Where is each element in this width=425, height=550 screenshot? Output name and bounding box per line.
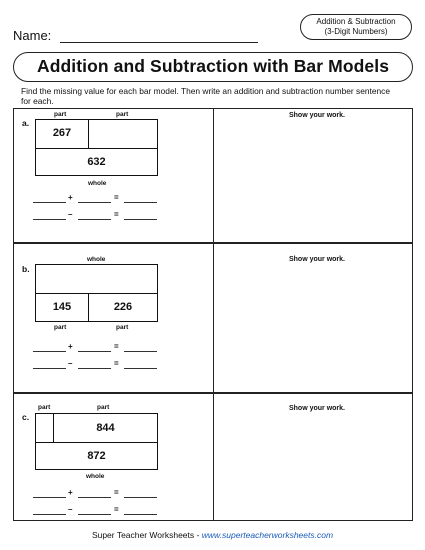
answer-blank[interactable] — [124, 351, 157, 352]
bar-part2[interactable] — [88, 119, 158, 149]
equals-sign: = — [114, 488, 119, 497]
minus-sign: – — [68, 359, 73, 368]
answer-blank[interactable] — [124, 202, 157, 203]
whole-label: whole — [86, 473, 105, 480]
part-label: part — [54, 111, 67, 118]
problem-a-letter: a. — [22, 118, 30, 128]
part-label: part — [97, 404, 110, 411]
column-divider — [213, 108, 214, 521]
bar-part1: 145 — [35, 293, 89, 322]
equals-sign: = — [114, 193, 119, 202]
equals-sign: = — [114, 359, 119, 368]
name-line[interactable] — [60, 42, 258, 43]
problem-b-letter: b. — [22, 264, 30, 274]
footer-text: Super Teacher Worksheets - — [91, 530, 202, 540]
part-label: part — [116, 324, 129, 331]
topic-tag-line1: Addition & Subtraction — [316, 17, 396, 26]
answer-blank[interactable] — [78, 202, 111, 203]
answer-blank[interactable] — [33, 219, 66, 220]
plus-sign: + — [68, 488, 73, 497]
answer-blank[interactable] — [124, 368, 157, 369]
topic-tag-line2: (3-Digit Numbers) — [324, 27, 388, 36]
answer-blank[interactable] — [78, 351, 111, 352]
whole-label: whole — [88, 180, 107, 187]
instructions: Find the missing value for each bar model. Then write an addition and subtraction number sentence for each. — [21, 86, 391, 106]
equals-sign: = — [114, 505, 119, 514]
part-label: part — [116, 111, 129, 118]
answer-blank[interactable] — [33, 202, 66, 203]
bar-part1[interactable] — [35, 413, 54, 443]
bar-whole[interactable] — [35, 264, 158, 294]
bar-whole: 632 — [35, 148, 158, 176]
footer-link[interactable]: www.superteacherworksheets.com — [201, 530, 334, 540]
answer-blank[interactable] — [78, 219, 111, 220]
answer-blank[interactable] — [78, 497, 111, 498]
show-work-b: Show your work. — [288, 256, 345, 263]
problem-c-letter: c. — [22, 412, 30, 422]
bar-part2: 226 — [88, 293, 158, 322]
minus-sign: – — [68, 210, 73, 219]
part-label: part — [54, 324, 67, 331]
equals-sign: = — [114, 210, 119, 219]
equals-sign: = — [114, 342, 119, 351]
topic-tag — [300, 14, 412, 40]
name-label: Name: — [13, 28, 52, 43]
bar-part1: 267 — [35, 119, 89, 149]
worksheet-title: Addition and Subtraction with Bar Models — [13, 52, 413, 82]
plus-sign: + — [68, 342, 73, 351]
answer-blank[interactable] — [124, 497, 157, 498]
show-work-a: Show your work. — [288, 112, 345, 119]
answer-blank[interactable] — [124, 219, 157, 220]
bar-part2: 844 — [53, 413, 158, 443]
answer-blank[interactable] — [33, 497, 66, 498]
answer-blank[interactable] — [33, 368, 66, 369]
show-work-c: Show your work. — [288, 405, 345, 412]
answer-blank[interactable] — [78, 368, 111, 369]
answer-blank[interactable] — [33, 514, 66, 515]
bar-whole: 872 — [35, 442, 158, 470]
plus-sign: + — [68, 193, 73, 202]
answer-blank[interactable] — [78, 514, 111, 515]
answer-blank[interactable] — [33, 351, 66, 352]
footer — [0, 530, 425, 540]
whole-label: whole — [87, 256, 106, 263]
answer-blank[interactable] — [124, 514, 157, 515]
part-label: part — [38, 404, 51, 411]
minus-sign: – — [68, 505, 73, 514]
